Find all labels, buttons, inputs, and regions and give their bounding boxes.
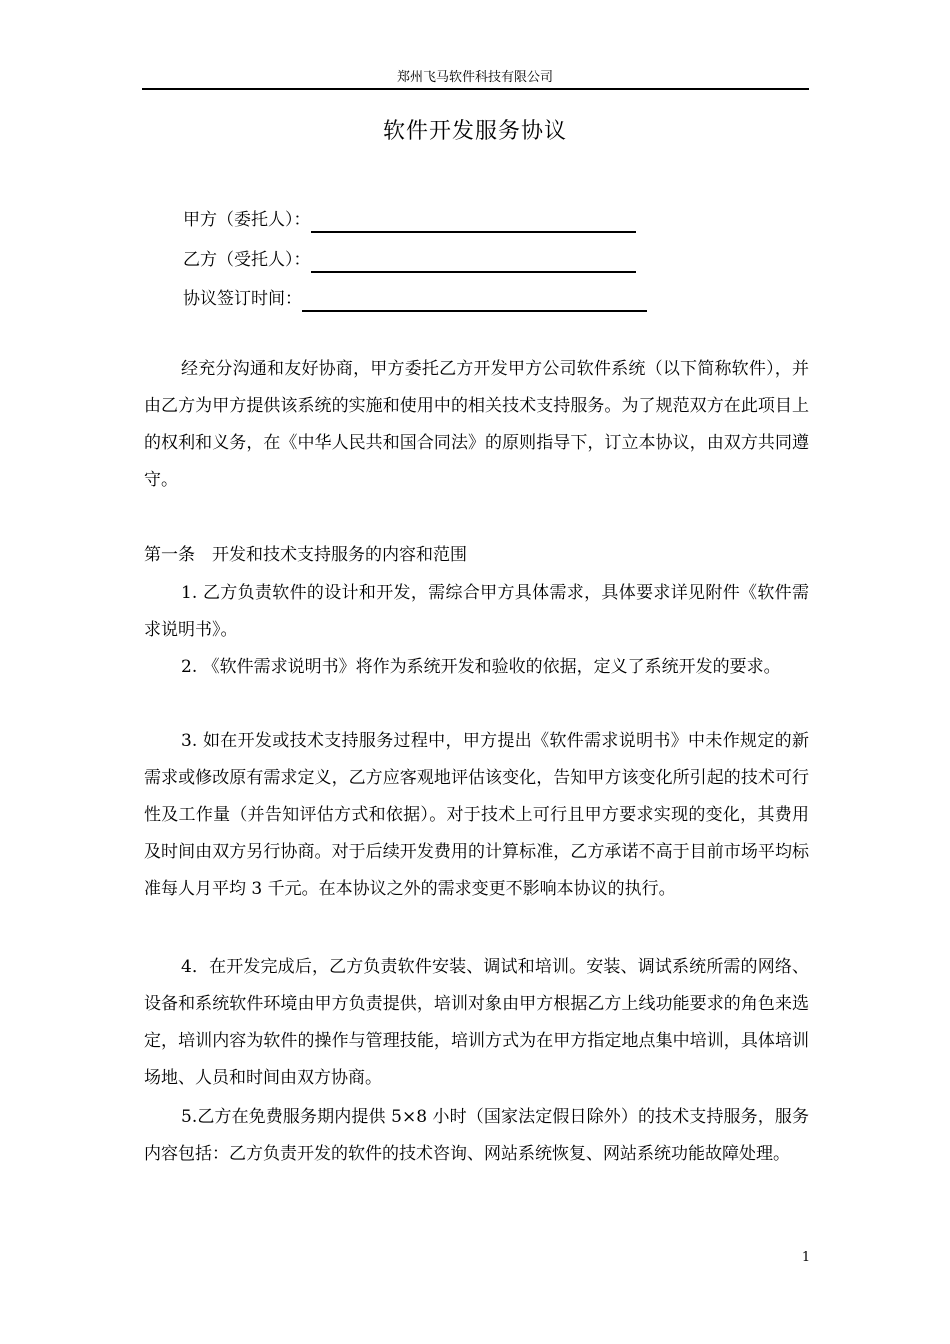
party-b-blank bbox=[311, 251, 636, 273]
article-1-item-4: 4．在开发完成后，乙方负责软件安装、调试和培训。安装、调试系统所需的网络、设备和系统软件环境由甲方负责提供，培训对象由甲方根据乙方上线功能要求的角色来选定，培训内容为软件的操作与管理技能，培训方式为在甲方指定地点集中培训，具体培训场地、人员和时间由双方协商。 bbox=[144, 957, 809, 1088]
sign-date-field bbox=[183, 286, 647, 312]
party-b-field bbox=[183, 247, 636, 273]
intro-paragraph: 经充分沟通和友好协商，甲方委托乙方开发甲方公司软件系统（以下简称软件），并由乙方为甲方提供该系统的实施和使用中的相关技术支持服务。为了规范双方在此项目上的权利和义务，在《中华人民共和国合同法》的原则指导下，订立本协议，由双方共同遵守。 bbox=[144, 359, 809, 490]
party-b-label: 乙方（受托人）： bbox=[183, 250, 311, 270]
header-rule bbox=[142, 88, 809, 90]
article-1-item-1: 1. 乙方负责软件的设计和开发，需综合甲方具体需求，具体要求详见附件《软件需求说明书》。 bbox=[144, 583, 809, 640]
page-number: 1 bbox=[801, 1250, 811, 1265]
party-a-label: 甲方（委托人）： bbox=[183, 210, 311, 230]
party-a-blank bbox=[311, 211, 636, 233]
sign-date-label: 协议签订时间： bbox=[183, 289, 302, 309]
article-1-item-3: 3. 如在开发或技术支持服务过程中，甲方提出《软件需求说明书》中未作规定的新需求或修改原有需求定义，乙方应客观地评估该变化，告知甲方该变化所引起的技术可行性及工作量（并告知评估方式和依据）。对于技术上可行且甲方要求实现的变化，其费用及时间由双方另行协商。对于后续开发费用的计算标准，乙方承诺不高于目前市场平均标准每人月平均 3 千元。在本协议之外的需求变更不影响本协议的执行。 bbox=[144, 731, 809, 899]
article-1-item-5: 5.乙方在免费服务期内提供 5×8 小时（国家法定假日除外）的技术支持服务，服务内容包括：乙方负责开发的软件的技术咨询、网站系统恢复、网站系统功能故障处理。 bbox=[144, 1107, 809, 1164]
document-title: 软件开发服务协议 bbox=[382, 119, 567, 144]
header-company: 郑州飞马软件科技有限公司 bbox=[396, 70, 553, 85]
sign-date-blank bbox=[302, 290, 647, 312]
article-1-title: 第一条 开发和技术支持服务的内容和范围 bbox=[144, 545, 467, 565]
article-1-item-2: 2. 《软件需求说明书》将作为系统开发和验收的依据，定义了系统开发的要求。 bbox=[181, 657, 781, 677]
party-a-field bbox=[183, 207, 636, 233]
